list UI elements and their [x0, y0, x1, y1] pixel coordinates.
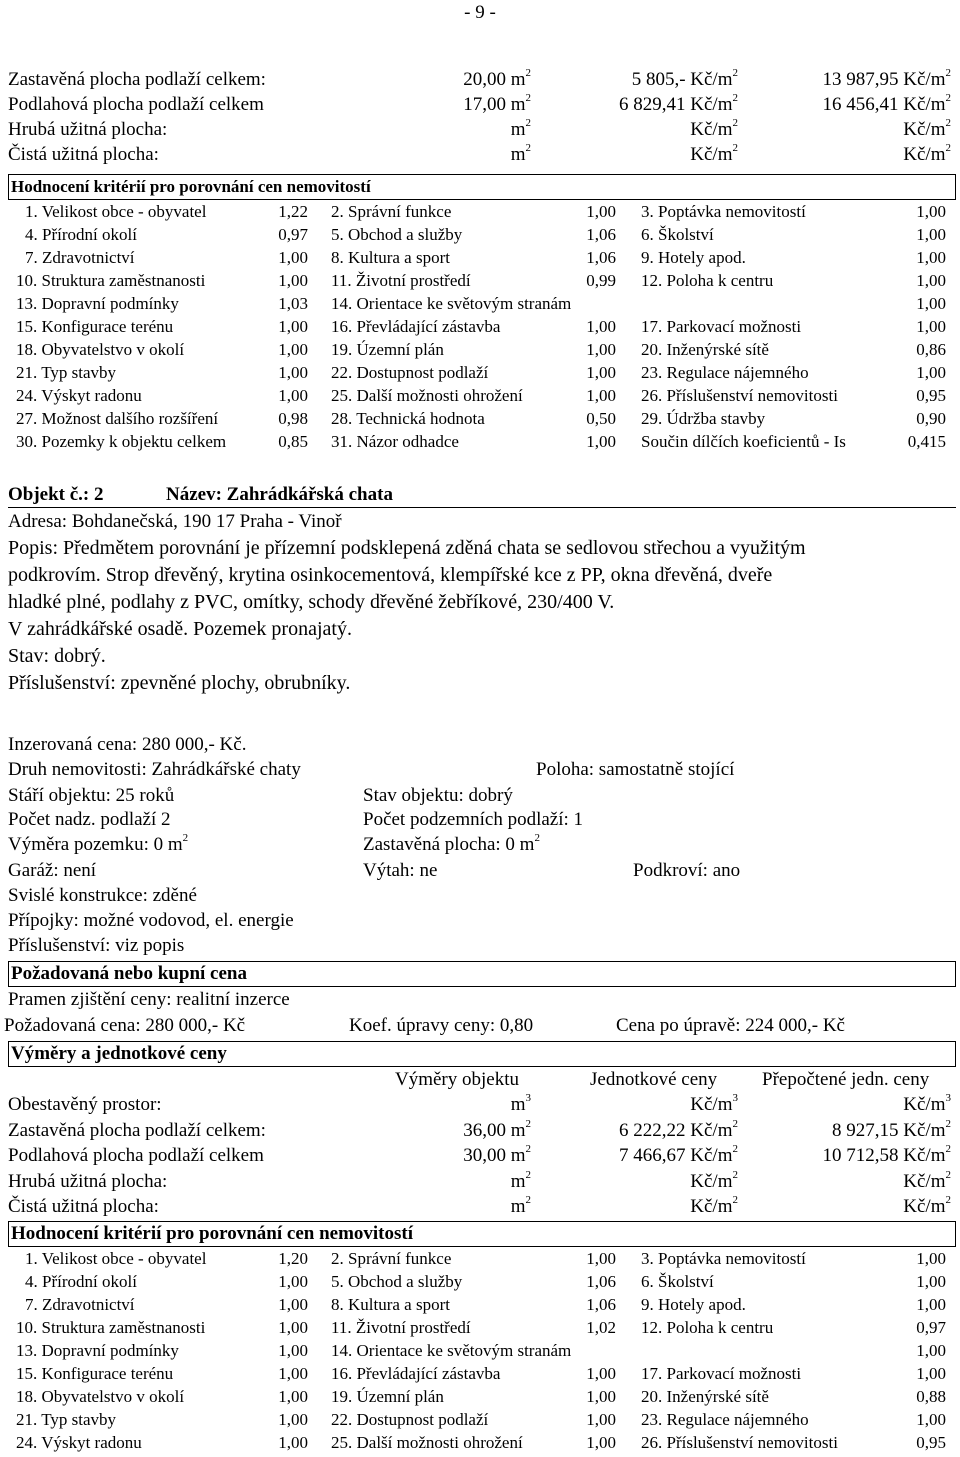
adjusted-price: Cena po úpravě: 224 000,- Kč [616, 1015, 845, 1036]
criterion-value: 1,22 [278, 202, 308, 221]
criterion-value: 0,88 [916, 1387, 946, 1406]
criterion-value: 1,00 [586, 1364, 616, 1383]
area-value: $m^2$ [510, 142, 531, 165]
criterion-value: 1,00 [916, 317, 946, 336]
recalculated-price: 13 987,95 $Kč/m^2$ [822, 67, 951, 90]
criterion-label: 11. Životní prostředí [331, 1318, 471, 1337]
criterion-label: 30. Pozemky k objektu celkem [16, 432, 227, 451]
criterion-value: 1,06 [586, 225, 616, 244]
criterion-label: 23. Regulace nájemného [641, 363, 809, 382]
area-value: 36,00 $m^2$ [463, 1117, 531, 1141]
criterion-value: 1,00 [278, 271, 308, 290]
criterion-label: 24. Výskyt radonu [16, 1433, 142, 1452]
criterion-value: 1,00 [278, 1341, 308, 1360]
criterion-value: 0,97 [916, 1318, 946, 1337]
criterion-value: 0,98 [278, 409, 308, 428]
criterion-label: 2. Správní funkce [331, 1249, 452, 1268]
recalculated-price: $Kč/m^2$ [903, 117, 951, 140]
description-line: Příslušenství: zpevněné plochy, obrubníky. [8, 672, 351, 694]
unit-price: $Kč/m^2$ [690, 142, 738, 165]
page-number: - 9 - [464, 2, 496, 23]
criterion-label: 13. Dopravní podmínky [16, 294, 179, 313]
areas-heading: Výměry a jednotkové ceny [11, 1043, 227, 1064]
above-ground-floors: Počet nadz. podlaží 2 [8, 809, 171, 830]
col-recalculated: Přepočtené jedn. ceny [762, 1069, 930, 1090]
criterion-value: 1,00 [586, 202, 616, 221]
criterion-value: 1,00 [278, 1295, 308, 1314]
built-area: Zastavěná plocha: 0 $m^2$ [363, 832, 540, 855]
criterion-label: 3. Poptávka nemovitostí [641, 202, 806, 221]
criterion-value: 1,00 [278, 340, 308, 359]
criterion-value: 1,00 [916, 1341, 946, 1360]
criterion-value: 1,06 [586, 1295, 616, 1314]
description-line: Stav: dobrý. [8, 645, 106, 667]
criterion-value: 1,06 [586, 1272, 616, 1291]
area-label: Obestavěný prostor: [8, 1094, 162, 1115]
unit-price: $Kč/m^2$ [690, 1168, 738, 1192]
advertised-price: Inzerovaná cena: 280 000,- Kč. [8, 734, 247, 755]
criterion-value: 1,00 [916, 1410, 946, 1429]
criteria-heading-box [8, 174, 956, 200]
criterion-label: 7. Zdravotnictví [25, 248, 135, 267]
unit-price: 7 466,67 $Kč/m^2$ [619, 1143, 738, 1166]
criterion-value: 1,00 [278, 1364, 308, 1383]
recalculated-price: $Kč/m^2$ [903, 1194, 951, 1217]
criterion-label: Součin dílčích koeficientů - Is [641, 432, 846, 451]
criterion-label: 14. Orientace ke světovým stranám [331, 1341, 572, 1360]
land-area: Výměra pozemku: 0 $m^2$ [8, 832, 189, 855]
recalculated-price: $Kč/m^2$ [903, 142, 951, 165]
criterion-value: 1,00 [916, 271, 946, 290]
criterion-value: 1,00 [586, 432, 616, 451]
recalculated-price: 16 456,41 $Kč/m^2$ [822, 92, 951, 115]
criterion-label: 4. Přírodní okolí [25, 225, 137, 244]
criterion-value: 1,00 [586, 317, 616, 336]
criterion-label: 1. Velikost obce - obyvatel [25, 202, 207, 221]
criterion-value: 1,00 [278, 1433, 308, 1452]
criterion-label: 15. Konfigurace terénu [16, 1364, 174, 1383]
criterion-label: 8. Kultura a sport [331, 1295, 450, 1314]
criterion-label: 16. Převládající zástavba [331, 1364, 501, 1383]
criterion-label: 25. Další možnosti ohrožení [331, 386, 523, 405]
criterion-label: 6. Školství [641, 225, 714, 244]
connections: Přípojky: možné vodovod, el. energie [8, 910, 294, 931]
underground-floors: Počet podzemních podlaží: 1 [363, 809, 584, 830]
criterion-value: 1,00 [586, 1410, 616, 1429]
criterion-value: 0,95 [916, 1433, 946, 1452]
criterion-label: 19. Územní plán [331, 340, 444, 359]
criterion-value: 1,00 [916, 363, 946, 382]
criterion-value: 0,99 [586, 271, 616, 290]
criterion-label: 8. Kultura a sport [331, 248, 450, 267]
criterion-label: 31. Názor odhadce [331, 432, 459, 451]
criterion-value: 1,00 [916, 1364, 946, 1383]
criterion-value: 1,00 [278, 1318, 308, 1337]
area-label: Čistá užitná plocha: [8, 1196, 159, 1217]
criterion-label: 12. Poloha k centru [641, 271, 774, 290]
criterion-label: 26. Příslušenství nemovitosti [641, 386, 838, 405]
criterion-value: 1,00 [278, 1387, 308, 1406]
criterion-value: 1,00 [586, 1249, 616, 1268]
criterion-value: 1,00 [278, 1272, 308, 1291]
criterion-label: 10. Struktura zaměstnanosti [16, 271, 206, 290]
elevator: Výtah: ne [363, 860, 438, 881]
description-line: V zahrádkářské osadě. Pozemek pronajatý. [8, 618, 352, 640]
requested-price: Požadovaná cena: 280 000,- Kč [4, 1015, 246, 1036]
criterion-label: 16. Převládající zástavba [331, 317, 501, 336]
criterion-value: 0,85 [278, 432, 308, 451]
criterion-value: 0,97 [278, 225, 308, 244]
criterion-value: 1,00 [586, 363, 616, 382]
area-value: $m^2$ [510, 1168, 531, 1192]
criterion-label: 1. Velikost obce - obyvatel [25, 1249, 207, 1268]
criterion-value: 1,00 [916, 1295, 946, 1314]
criterion-label: 23. Regulace nájemného [641, 1410, 809, 1429]
garage: Garáž: není [8, 860, 97, 881]
attic: Podkroví: ano [633, 860, 741, 881]
criterion-label: 18. Obyvatelstvo v okolí [16, 1387, 185, 1406]
recalculated-price: 8 927,15 $Kč/m^2$ [832, 1117, 951, 1141]
criterion-label: 11. Životní prostředí [331, 271, 471, 290]
criterion-value: 1,00 [586, 1433, 616, 1452]
criterion-label: 21. Typ stavby [16, 1410, 117, 1429]
criterion-label: 27. Možnost dalšího rozšíření [16, 409, 219, 428]
area-value: $m^3$ [510, 1092, 531, 1115]
accessories: Příslušenství: viz popis [8, 935, 185, 956]
criterion-value: 1,00 [916, 248, 946, 267]
criterion-label: 17. Parkovací možnosti [641, 1364, 802, 1383]
criterion-label: 6. Školství [641, 1272, 714, 1291]
unit-price: $Kč/m^2$ [690, 117, 738, 140]
property-type: Druh nemovitosti: Zahrádkářské chaty [8, 759, 301, 780]
criterion-label: 9. Hotely apod. [641, 248, 746, 267]
criterion-value: 0,50 [586, 409, 616, 428]
criterion-value: 1,03 [278, 294, 308, 313]
criterion-value: 0,86 [916, 340, 946, 359]
description-line: hladké plné, podlahy z PVC, omítky, schody dřevěné žebříkové, 230/400 V. [8, 591, 615, 613]
criterion-label: 22. Dostupnost podlaží [331, 363, 489, 382]
price-coefficient: Koef. úpravy ceny: 0,80 [349, 1015, 534, 1036]
price-heading: Požadovaná nebo kupní cena [11, 963, 247, 984]
criterion-value: 1,00 [586, 386, 616, 405]
object-name: Název: Zahrádkářská chata [166, 484, 393, 505]
criterion-label: 20. Inženýrské sítě [641, 1387, 769, 1406]
criterion-value: 0,95 [916, 386, 946, 405]
areas-heading-box [8, 1041, 956, 1067]
criterion-label: 14. Orientace ke světovým stranám [331, 294, 572, 313]
criterion-value: 0,90 [916, 409, 946, 428]
criterion-label: 5. Obchod a služby [331, 1272, 463, 1291]
area-value: 30,00 $m^2$ [463, 1143, 531, 1166]
area-label: Hrubá užitná plocha: [8, 119, 168, 140]
criterion-label: 9. Hotely apod. [641, 1295, 746, 1314]
criterion-label: 29. Údržba stavby [641, 409, 766, 428]
criterion-value: 1,00 [278, 317, 308, 336]
criterion-value: 1,00 [916, 294, 946, 313]
criteria-heading-box-2 [8, 1221, 956, 1247]
object-divider [8, 507, 956, 508]
criterion-label: 18. Obyvatelstvo v okolí [16, 340, 185, 359]
criterion-value: 1,20 [278, 1249, 308, 1268]
criterion-value: 1,00 [916, 202, 946, 221]
area-value: $m^2$ [510, 1194, 531, 1217]
object-address: Adresa: Bohdanečská, 190 17 Praha - Vinoř [8, 511, 342, 532]
unit-price: $Kč/m^3$ [690, 1092, 738, 1115]
criterion-label: 25. Další možnosti ohrožení [331, 1433, 523, 1452]
criterion-value: 1,00 [278, 248, 308, 267]
vertical-structures: Svislé konstrukce: zděné [8, 885, 197, 906]
criterion-label: 13. Dopravní podmínky [16, 1341, 179, 1360]
area-label: Čistá užitná plocha: [8, 144, 159, 165]
description-line: podkrovím. Strop dřevěný, krytina osinkocementová, klempířské kce z PP, okna dřevěná, dveře [8, 564, 773, 586]
criteria-heading-2: Hodnocení kritérií pro porovnání cen nemovitostí [11, 1223, 413, 1244]
criterion-label: 21. Typ stavby [16, 363, 117, 382]
col-unit-prices: Jednotkové ceny [590, 1069, 718, 1090]
criterion-value: 0,415 [907, 432, 946, 451]
area-value: 17,00 $m^2$ [463, 92, 531, 115]
criterion-label: 20. Inženýrské sítě [641, 340, 769, 359]
unit-price: $Kč/m^2$ [690, 1194, 738, 1217]
area-label: Podlahová plocha podlaží celkem [8, 1145, 264, 1166]
area-label: Podlahová plocha podlaží celkem [8, 94, 264, 115]
area-label: Zastavěná plocha podlaží celkem: [8, 69, 266, 90]
criterion-value: 1,00 [916, 1249, 946, 1268]
criterion-value: 1,00 [916, 225, 946, 244]
criterion-label: 24. Výskyt radonu [16, 386, 142, 405]
criterion-label: 2. Správní funkce [331, 202, 452, 221]
criterion-label: 4. Přírodní okolí [25, 1272, 137, 1291]
recalculated-price: $Kč/m^2$ [903, 1168, 951, 1192]
unit-price: 6 829,41 $Kč/m^2$ [619, 92, 738, 115]
unit-price: 5 805,- $Kč/m^2$ [631, 67, 738, 90]
criterion-value: 1,00 [278, 1410, 308, 1429]
criterion-value: 1,00 [278, 363, 308, 382]
area-label: Hrubá užitná plocha: [8, 1170, 168, 1192]
area-value: 20,00 $m^2$ [463, 67, 531, 90]
area-label: Zastavěná plocha podlaží celkem: [8, 1119, 266, 1141]
criterion-value: 1,06 [586, 248, 616, 267]
area-value: $m^2$ [510, 117, 531, 140]
criterion-label: 15. Konfigurace terénu [16, 317, 174, 336]
criterion-label: 7. Zdravotnictví [25, 1295, 135, 1314]
price-source: Pramen zjištění ceny: realitní inzerce [8, 989, 290, 1010]
description-line: Popis: Předmětem porovnání je přízemní podsklepená zděná chata se sedlovou střechou a využitým [8, 537, 806, 559]
criterion-value: 1,02 [586, 1318, 616, 1337]
criterion-label: 17. Parkovací možnosti [641, 317, 802, 336]
object-number: Objekt č.: 2 [8, 484, 104, 505]
location: Poloha: samostatně stojící [536, 759, 735, 780]
criterion-label: 10. Struktura zaměstnanosti [16, 1318, 206, 1337]
criterion-label: 19. Územní plán [331, 1387, 444, 1406]
criterion-label: 5. Obchod a služby [331, 225, 463, 244]
criterion-value: 1,00 [916, 1272, 946, 1291]
criterion-label: 12. Poloha k centru [641, 1318, 774, 1337]
criterion-value: 1,00 [278, 386, 308, 405]
object-age: Stáří objektu: 25 roků [8, 785, 175, 806]
object-condition: Stav objektu: dobrý [363, 785, 513, 806]
recalculated-price: 10 712,58 $Kč/m^2$ [822, 1143, 951, 1166]
criterion-label: 26. Příslušenství nemovitosti [641, 1433, 838, 1452]
recalculated-price: $Kč/m^3$ [903, 1092, 951, 1115]
criterion-value: 1,00 [586, 1387, 616, 1406]
criterion-label: 22. Dostupnost podlaží [331, 1410, 489, 1429]
price-heading-box [8, 961, 956, 987]
criterion-label: 3. Poptávka nemovitostí [641, 1249, 806, 1268]
criterion-label: 28. Technická hodnota [331, 409, 485, 428]
col-areas: Výměry objektu [395, 1069, 520, 1090]
criteria-heading: Hodnocení kritérií pro porovnání cen nemovitostí [11, 177, 371, 196]
unit-price: 6 222,22 $Kč/m^2$ [619, 1117, 738, 1141]
criterion-value: 1,00 [586, 340, 616, 359]
